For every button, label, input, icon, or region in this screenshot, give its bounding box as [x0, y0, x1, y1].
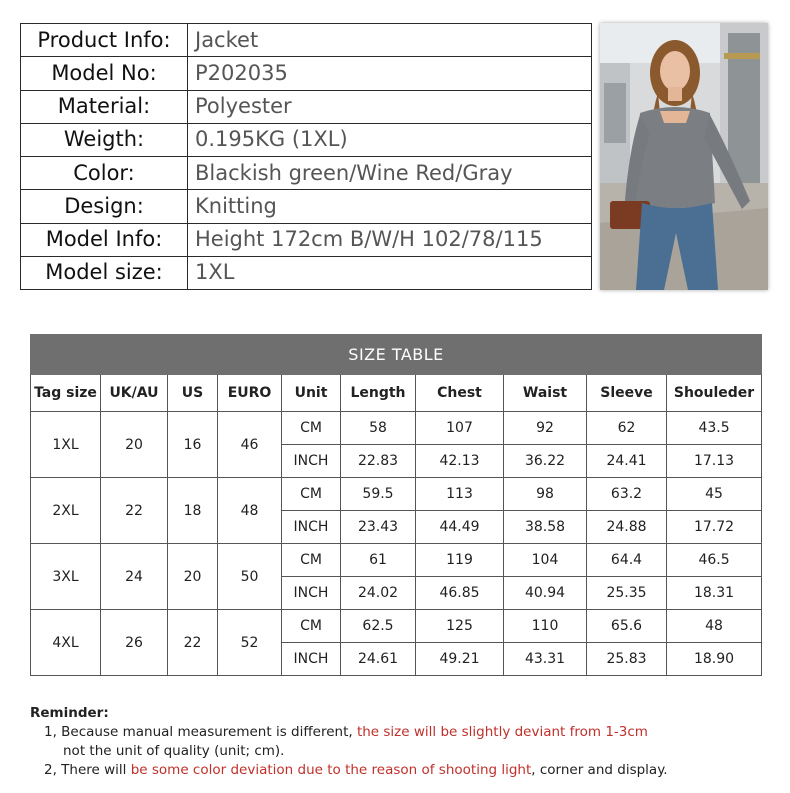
measurement-cell: 48 [667, 610, 762, 643]
measurement-cell: 64.4 [587, 544, 667, 577]
reminder-line-2 [30, 761, 770, 780]
column-header: UK/AU [101, 375, 168, 412]
column-header: US [168, 375, 218, 412]
unit-cell: CM [282, 478, 341, 511]
unit-cell: CM [282, 544, 341, 577]
column-header: Chest [416, 375, 504, 412]
info-label: Model size: [21, 256, 188, 289]
reminder-highlight: be some color deviation due to the reason of shooting light [130, 762, 532, 778]
info-row [21, 223, 592, 256]
euro-cell: 46 [218, 412, 282, 478]
reminder-title: Reminder: [30, 705, 109, 721]
info-value: 0.195KG (1XL) [188, 123, 592, 156]
measurement-cell: 92 [504, 412, 587, 445]
measurement-cell: 63.2 [587, 478, 667, 511]
measurement-cell: 110 [504, 610, 587, 643]
info-value: 1XL [188, 256, 592, 289]
euro-cell: 52 [218, 610, 282, 676]
column-header: Unit [282, 375, 341, 412]
measurement-cell: 45 [667, 478, 762, 511]
reminder [30, 704, 770, 780]
measurement-cell: 125 [416, 610, 504, 643]
measurement-cell: 17.13 [667, 445, 762, 478]
reminder-line-1 [30, 723, 770, 742]
measurement-cell: 23.43 [341, 511, 416, 544]
unit-cell: INCH [282, 643, 341, 676]
measurement-cell: 119 [416, 544, 504, 577]
us-cell: 16 [168, 412, 218, 478]
tag-size-cell: 3XL [31, 544, 101, 610]
table-row [31, 610, 762, 643]
measurement-cell: 24.41 [587, 445, 667, 478]
model-photo [600, 23, 768, 290]
info-row [21, 190, 592, 223]
tag-size-cell: 2XL [31, 478, 101, 544]
measurement-cell: 43.5 [667, 412, 762, 445]
measurement-cell: 18.90 [667, 643, 762, 676]
info-value: Jacket [188, 24, 592, 57]
measurement-cell: 65.6 [587, 610, 667, 643]
measurement-cell: 38.58 [504, 511, 587, 544]
column-header: Length [341, 375, 416, 412]
unit-cell: CM [282, 412, 341, 445]
unit-cell: INCH [282, 577, 341, 610]
us-cell: 18 [168, 478, 218, 544]
info-row [21, 90, 592, 123]
measurement-cell: 44.49 [416, 511, 504, 544]
column-header: Tag size [31, 375, 101, 412]
measurement-cell: 25.35 [587, 577, 667, 610]
info-label: Color: [21, 157, 188, 190]
uk-au-cell: 22 [101, 478, 168, 544]
uk-au-cell: 26 [101, 610, 168, 676]
measurement-cell: 49.21 [416, 643, 504, 676]
info-value: Height 172cm B/W/H 102/78/115 [188, 223, 592, 256]
measurement-cell: 24.02 [341, 577, 416, 610]
measurement-cell: 58 [341, 412, 416, 445]
info-label: Model Info: [21, 223, 188, 256]
measurement-cell: 62.5 [341, 610, 416, 643]
measurement-cell: 17.72 [667, 511, 762, 544]
info-label: Product Info: [21, 24, 188, 57]
measurement-cell: 46.5 [667, 544, 762, 577]
reminder-text: , corner and display. [531, 762, 668, 778]
info-row [21, 24, 592, 57]
product-info-table [20, 23, 592, 290]
info-value: Blackish green/Wine Red/Gray [188, 157, 592, 190]
info-row [21, 123, 592, 156]
measurement-cell: 18.31 [667, 577, 762, 610]
measurement-cell: 61 [341, 544, 416, 577]
measurement-cell: 107 [416, 412, 504, 445]
table-row [31, 412, 762, 445]
column-header: Sleeve [587, 375, 667, 412]
uk-au-cell: 24 [101, 544, 168, 610]
column-header: Waist [504, 375, 587, 412]
info-label: Design: [21, 190, 188, 223]
tag-size-cell: 4XL [31, 610, 101, 676]
unit-cell: INCH [282, 445, 341, 478]
measurement-cell: 98 [504, 478, 587, 511]
euro-cell: 50 [218, 544, 282, 610]
unit-cell: INCH [282, 511, 341, 544]
measurement-cell: 43.31 [504, 643, 587, 676]
measurement-cell: 40.94 [504, 577, 587, 610]
measurement-cell: 113 [416, 478, 504, 511]
uk-au-cell: 20 [101, 412, 168, 478]
reminder-text: 2, There will [44, 762, 131, 778]
info-row [21, 157, 592, 190]
measurement-cell: 24.61 [341, 643, 416, 676]
us-cell: 20 [168, 544, 218, 610]
measurement-cell: 36.22 [504, 445, 587, 478]
size-table-title: SIZE TABLE [31, 335, 762, 375]
measurement-cell: 24.88 [587, 511, 667, 544]
unit-cell: CM [282, 610, 341, 643]
measurement-cell: 22.83 [341, 445, 416, 478]
size-table [30, 334, 762, 676]
column-header: EURO [218, 375, 282, 412]
tag-size-cell: 1XL [31, 412, 101, 478]
info-label: Material: [21, 90, 188, 123]
measurement-cell: 42.13 [416, 445, 504, 478]
column-header: Shouleder [667, 375, 762, 412]
info-label: Model No: [21, 57, 188, 90]
reminder-highlight: the size will be slightly deviant from 1-3cm [356, 724, 648, 740]
measurement-cell: 59.5 [341, 478, 416, 511]
info-value: Polyester [188, 90, 592, 123]
us-cell: 22 [168, 610, 218, 676]
measurement-cell: 46.85 [416, 577, 504, 610]
info-value: Knitting [188, 190, 592, 223]
table-row [31, 544, 762, 577]
euro-cell: 48 [218, 478, 282, 544]
measurement-cell: 62 [587, 412, 667, 445]
reminder-line-1-cont: not the unit of quality (unit; cm). [63, 743, 285, 759]
info-value: P202035 [188, 57, 592, 90]
info-row [21, 57, 592, 90]
table-row [31, 478, 762, 511]
measurement-cell: 25.83 [587, 643, 667, 676]
info-row [21, 256, 592, 289]
measurement-cell: 104 [504, 544, 587, 577]
reminder-text: 1, Because manual measurement is different, [44, 724, 357, 740]
info-label: Weigth: [21, 123, 188, 156]
